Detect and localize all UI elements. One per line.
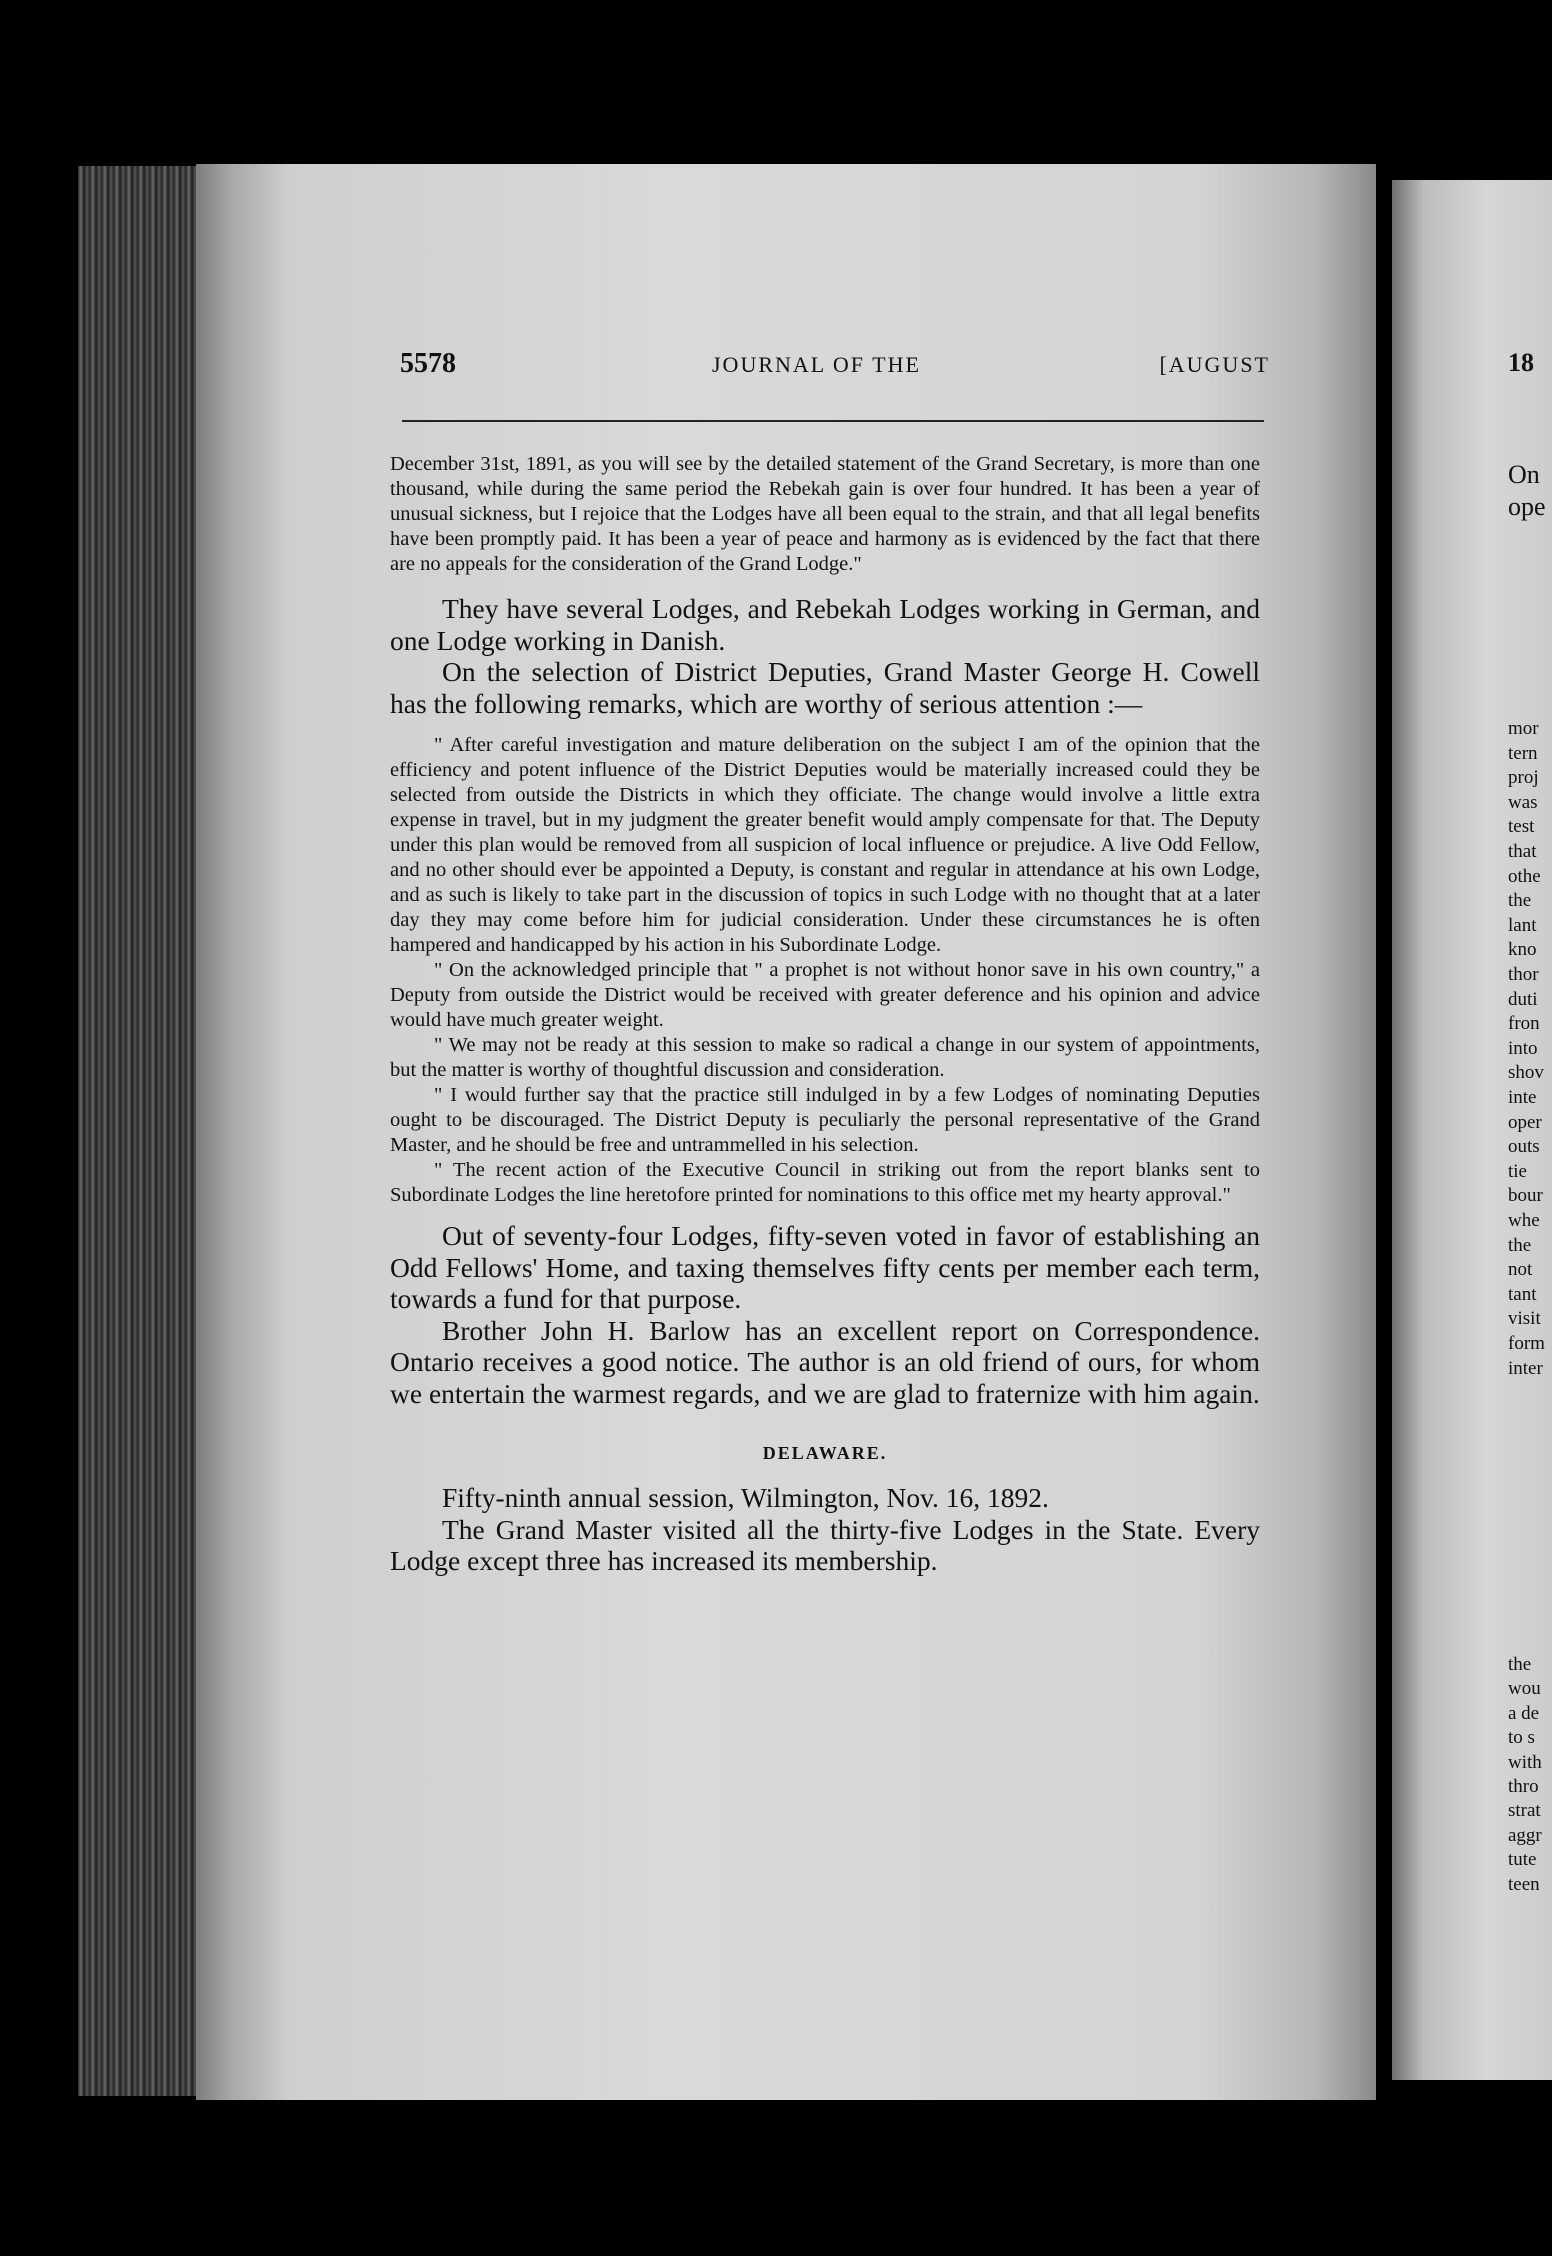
- adjacent-text-fragment: the: [1508, 1234, 1532, 1256]
- quoted-paragraph: " I would further say that the practice still indulged in by a few Lodges of nominating Deputies ought to be discouraged. The District Deputy is peculiarly the personal representative of the Grand Master, and he should be free and untrammelled in his selection.: [390, 1084, 1260, 1156]
- body-paragraph: Out of seventy-four Lodges, fifty-seven voted in favor of establishing an Odd Fellows' Home, and taxing themselves fifty cents per member each term, towards a fund for that purpose.: [390, 1220, 1260, 1314]
- book-binding: [78, 166, 210, 2096]
- adjacent-text-fragment: tute: [1508, 1849, 1537, 1871]
- adjacent-text-fragment: mor: [1508, 718, 1539, 739]
- adjacent-text-fragment: fron: [1508, 1013, 1540, 1035]
- body-paragraph: They have several Lodges, and Rebekah Lodges working in German, and one Lodge working in Danish.: [390, 593, 1260, 656]
- adjacent-text-fragment: shov: [1508, 1062, 1544, 1084]
- body-paragraph: The Grand Master visited all the thirty-five Lodges in the State. Every Lodge except three has increased its membership.: [390, 1513, 1260, 1576]
- page-number: 5578: [400, 348, 456, 379]
- journal-title: JOURNAL OF THE: [712, 352, 921, 377]
- adjacent-text-fragment: lant: [1508, 914, 1537, 936]
- adjacent-text-fragment: with: [1508, 1751, 1542, 1773]
- section-heading: DELAWARE.: [762, 1443, 888, 1463]
- adjacent-text-fragment: whe: [1508, 1210, 1540, 1231]
- adjacent-text-fragment: oper: [1508, 1111, 1542, 1133]
- adjacent-text-fragment: wou: [1508, 1678, 1541, 1700]
- adjacent-text-fragment: the: [1508, 1654, 1532, 1675]
- adjacent-text-fragment: othe: [1508, 865, 1541, 887]
- adjacent-header-fragment: 18: [1508, 348, 1534, 377]
- adjacent-text-fragment: inte: [1508, 1087, 1537, 1108]
- adjacent-text-fragment: On: [1508, 460, 1540, 489]
- adjacent-text-fragment: strat: [1508, 1800, 1541, 1822]
- adjacent-text-fragment: proj: [1508, 767, 1539, 789]
- quoted-paragraph: " On the acknowledged principle that " a prophet is not without honor save in his own country," a Deputy from outside the District would be received with greater deference and his opinion and advice would have much greater weight.: [390, 959, 1260, 1031]
- adjacent-text-fragment: thro: [1508, 1776, 1539, 1797]
- adjacent-text-fragment: into: [1508, 1037, 1538, 1059]
- adjacent-text-fragment: ope: [1508, 492, 1546, 521]
- adjacent-text-fragment: visit: [1508, 1308, 1541, 1330]
- adjacent-text-fragment: a de: [1508, 1702, 1540, 1724]
- session-line: Fifty-ninth annual session, Wilmington, Nov. 16, 1892.: [442, 1482, 1049, 1513]
- adjacent-text-fragment: duti: [1508, 988, 1538, 1010]
- quoted-paragraph: " We may not be ready at this session to make so radical a change in our system of appointments, but the matter is worthy of thoughtful discussion and consideration.: [390, 1034, 1260, 1081]
- adjacent-text-fragment: inter: [1508, 1357, 1543, 1379]
- adjacent-text-fragment: form: [1508, 1333, 1545, 1354]
- adjacent-text-fragment: to s: [1508, 1727, 1535, 1749]
- adjacent-text-fragment: not: [1508, 1259, 1533, 1281]
- adjacent-text-fragment: teen: [1508, 1873, 1540, 1895]
- adjacent-text-fragment: was: [1508, 791, 1538, 813]
- page-body: [390, 452, 1260, 1577]
- adjacent-text-fragment: thor: [1508, 964, 1539, 985]
- header-rule: [402, 420, 1264, 422]
- adjacent-text-fragment: kno: [1508, 939, 1537, 961]
- quoted-paragraph-continued: December 31st, 1891, as you will see by the detailed statement of the Grand Secretary, is more than one thousand, while during the same period the Rebekah gain is over four hundred. It has been a year of unusual sickness, but I rejoice that the Lodges have all been equal to the strain, and that all legal benefits have been promptly paid. It has been a year of peace and harmony as is evidenced by the fact that there are no appeals for the consideration of the Grand Lodge.": [390, 453, 1260, 575]
- adjacent-text-fragment: that: [1508, 841, 1537, 862]
- quoted-paragraph: " The recent action of the Executive Council in striking out from the report blanks sent to Subordinate Lodges the line heretofore printed for nominations to this office met my hearty approval.": [390, 1159, 1260, 1206]
- adjacent-text-fragment: aggr: [1508, 1824, 1542, 1846]
- body-paragraph: Brother John H. Barlow has an excellent report on Correspondence. Ontario receives a good notice. The author is an old friend of ours, for whom we entertain the warmest regards, and we are glad to fraternize with him again.: [390, 1314, 1260, 1409]
- adjacent-text-fragment: outs: [1508, 1136, 1540, 1158]
- adjacent-text-fragment: the: [1508, 890, 1532, 912]
- adjacent-text-fragment: test: [1508, 816, 1535, 838]
- body-paragraph: On the selection of District Deputies, Grand Master George H. Cowell has the following remarks, which are worthy of serious attention :—: [390, 656, 1260, 719]
- adjacent-text-fragment: tie: [1508, 1160, 1527, 1182]
- header-month: [AUGUST: [1159, 352, 1270, 377]
- running-header: [400, 348, 1270, 388]
- adjacent-text-fragment: bour: [1508, 1185, 1543, 1207]
- quoted-paragraph: " After careful investigation and mature deliberation on the subject I am of the opinion that the efficiency and potent influence of the District Deputies would be materially increased could they be selected from outside the Districts in which they officiate. The change would involve a little extra expense in travel, but in my judgment the greater benefit would amply compensate for that. The Deputy under this plan would be removed from all suspicion of local influence or prejudice. A live Odd Fellow, and no other should ever be appointed a Deputy, is constant and regular in attendance at his own Lodge, and as such is likely to take part in the discussion of topics in such Lodge with no thought that at a later day they may come before him for judicial consideration. Under these circumstances he is often hampered and handicapped by his action in his Subordinate Lodge.: [390, 734, 1260, 956]
- adjacent-text-fragment: tern: [1508, 742, 1538, 764]
- adjacent-text-fragment: tant: [1508, 1283, 1537, 1305]
